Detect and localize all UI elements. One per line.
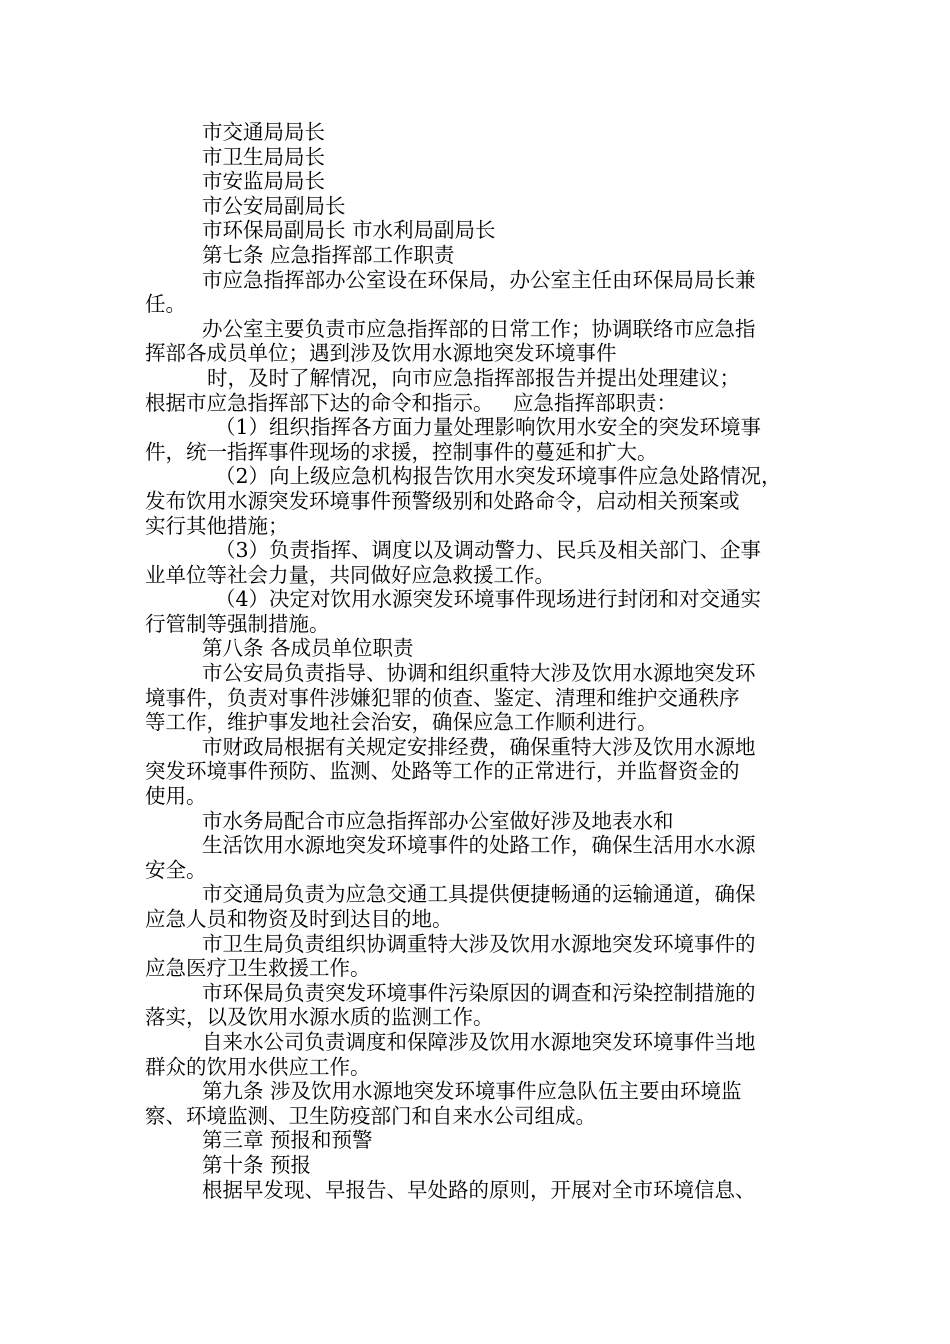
text-line: 市安监局局长 <box>202 169 325 194</box>
text-line: 实行其他措施； <box>145 513 289 538</box>
text-line: 行管制等强制措施。 <box>145 611 330 636</box>
text-line: 应急医疗卫生救援工作。 <box>145 956 371 981</box>
chapter-heading: 第三章 预报和预警 <box>202 1128 373 1153</box>
text-line: 根据市应急指挥部下达的命令和指示。 应急指挥部职责： <box>145 390 678 415</box>
section-heading: 第八条 各成员单位职责 <box>202 636 414 661</box>
text-line: 安全。 <box>145 857 207 882</box>
text-line: 落实，以及饮用水源水质的监测工作。 <box>145 1005 494 1030</box>
text-line: 市财政局根据有关规定安排经费，确保重特大涉及饮用水源地 <box>202 734 756 759</box>
text-line: 挥部各成员单位；遇到涉及饮用水源地突发环境事件 <box>145 341 617 366</box>
text-line: 境事件，负责对事件涉嫌犯罪的侦查、鉴定、清理和维护交通秩序 <box>145 685 740 710</box>
text-line: 根据早发现、早报告、早处路的原则，开展对全市环境信息、 <box>202 1177 756 1202</box>
text-line: 市环保局负责突发环境事件污染原因的调查和污染控制措施的 <box>202 980 756 1005</box>
text-line: 市公安局副局长 <box>202 193 346 218</box>
text-line: （2）向上级应急机构报告饮用水突发环境事件应急处路情况， <box>215 464 782 489</box>
text-line: （3）负责指挥、调度以及调动警力、民兵及相关部门、企事 <box>215 538 762 563</box>
text-line: 时，及时了解情况，向市应急指挥部报告并提出处理建议； <box>207 365 740 390</box>
text-line: 第九条 涉及饮用水源地突发环境事件应急队伍主要由环境监 <box>202 1079 742 1104</box>
text-line: 市交通局局长 <box>202 120 325 144</box>
section-heading: 第十条 预报 <box>202 1152 312 1177</box>
text-line: 群众的饮用水供应工作。 <box>145 1054 371 1079</box>
text-line: （1）组织指挥各方面力量处理影响饮用水安全的突发环境事 <box>215 415 762 440</box>
text-line: （4）决定对饮用水源突发环境事件现场进行封闭和对交通实 <box>215 587 762 612</box>
text-line: 使用。 <box>145 784 207 809</box>
document-body <box>145 120 810 1202</box>
section-heading: 第七条 应急指挥部工作职责 <box>202 242 455 267</box>
text-line: 市卫生局局长 <box>202 144 325 169</box>
text-line: 任。 <box>145 292 186 317</box>
text-line: 市水务局配合市应急指挥部办公室做好涉及地表水和 <box>202 808 674 833</box>
text-line: 办公室主要负责市应急指挥部的日常工作；协调联络市应急指 <box>202 316 756 341</box>
text-line: 市交通局负责为应急交通工具提供便捷畅通的运输通道，确保 <box>202 882 756 907</box>
text-line: 等工作，维护事发地社会治安，确保应急工作顺利进行。 <box>145 710 658 735</box>
text-line: 察、环境监测、卫生防疫部门和自来水公司组成。 <box>145 1103 596 1128</box>
text-line: 件，统一指挥事件现场的求援，控制事件的蔓延和扩大。 <box>145 439 658 464</box>
text-line: 业单位等社会力量，共同做好应急救援工作。 <box>145 562 555 587</box>
text-line: 市卫生局负责组织协调重特大涉及饮用水源地突发环境事件的 <box>202 931 756 956</box>
text-line: 市环保局副局长 市水利局副局长 <box>202 218 496 243</box>
text-line: 市公安局负责指导、协调和组织重特大涉及饮用水源地突发环 <box>202 661 756 686</box>
text-line: 市应急指挥部办公室设在环保局，办公室主任由环保局局长兼 <box>202 267 756 292</box>
text-line: 生活饮用水源地突发环境事件的处路工作，确保生活用水水源 <box>202 833 756 858</box>
text-line: 自来水公司负责调度和保障涉及饮用水源地突发环境事件当地 <box>202 1029 756 1054</box>
text-line: 突发环境事件预防、监测、处路等工作的正常进行，并监督资金的 <box>145 759 740 784</box>
text-line: 应急人员和物资及时到达目的地。 <box>145 907 453 931</box>
text-line: 发布饮用水源突发环境事件预警级别和处路命令，启动相关预案或 <box>145 488 740 513</box>
